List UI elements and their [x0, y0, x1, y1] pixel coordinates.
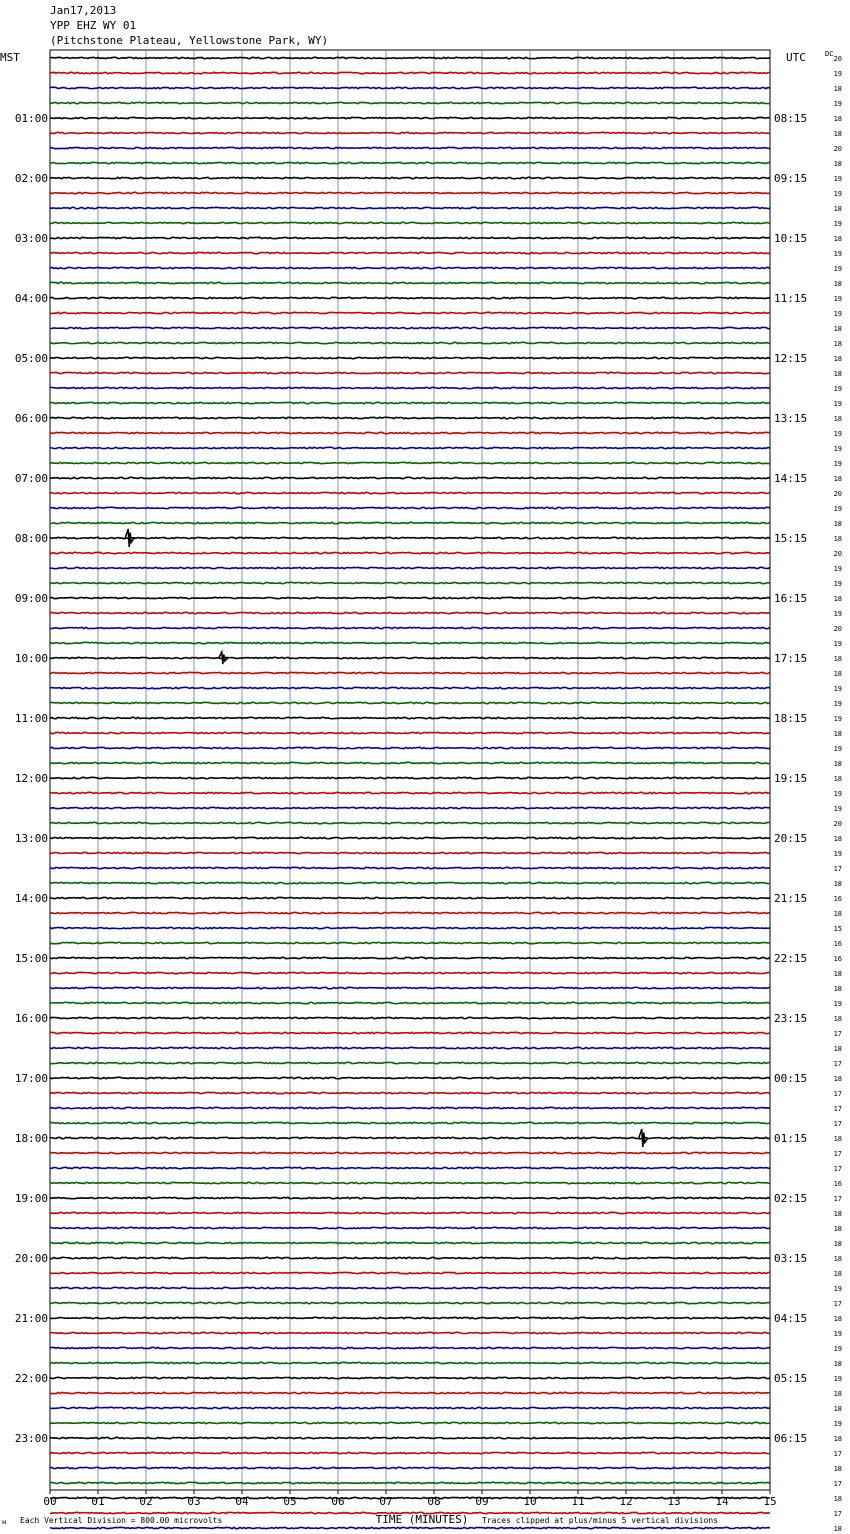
- dc-offset-label: 17: [833, 1030, 842, 1038]
- trace-row: [50, 837, 770, 838]
- trace-row: [50, 732, 770, 733]
- dc-offset-label: 18: [833, 1465, 842, 1473]
- x-tick-label: 02: [139, 1495, 153, 1508]
- trace-row: [50, 147, 770, 148]
- dc-offset-label: 18: [833, 1135, 842, 1143]
- trace-row: [50, 477, 770, 478]
- utc-hour-label: 06:15: [774, 1432, 808, 1445]
- mst-hour-label: 08:00: [14, 532, 48, 545]
- dc-offset-label: 18: [833, 340, 842, 348]
- dc-offset-label: 17: [833, 1165, 842, 1173]
- station-location: (Pitchstone Plateau, Yellowstone Park, WY): [50, 34, 329, 47]
- trace-row: [50, 222, 770, 223]
- dc-offset-label: 18: [833, 205, 842, 213]
- dc-offset-label: 19: [833, 1375, 842, 1383]
- trace-row: [50, 927, 770, 928]
- utc-hour-label: 08:15: [774, 112, 808, 125]
- trace-row: [50, 1377, 770, 1378]
- dc-offset-label: 19: [833, 385, 842, 393]
- dc-offset-label: 17: [833, 865, 842, 873]
- trace-row: [50, 72, 770, 73]
- dc-offset-label: 19: [833, 790, 842, 798]
- dc-offset-label: 20: [833, 820, 842, 828]
- dc-offset-label: 20: [833, 145, 842, 153]
- dc-offset-label: 18: [833, 880, 842, 888]
- dc-offset-label: 17: [833, 1060, 842, 1068]
- trace-row: [50, 267, 770, 268]
- dc-offset-label: 18: [833, 115, 842, 123]
- trace-row: [50, 1242, 770, 1243]
- trace-row: [50, 252, 770, 253]
- dc-offset-label: 18: [833, 655, 842, 663]
- dc-offset-label: 18: [833, 730, 842, 738]
- dc-offset-label: 20: [833, 625, 842, 633]
- trace-row: [50, 567, 770, 568]
- utc-hour-label: 17:15: [774, 652, 808, 665]
- dc-offset-label: 18: [833, 1015, 842, 1023]
- mst-hour-label: 01:00: [14, 112, 48, 125]
- trace-row: [50, 387, 770, 388]
- dc-offset-label: 19: [833, 100, 842, 108]
- utc-hour-label: 14:15: [774, 472, 808, 485]
- trace-row: [50, 1152, 770, 1153]
- trace-row: [50, 297, 770, 298]
- mst-hour-label: 12:00: [14, 772, 48, 785]
- trace-row: [50, 552, 770, 553]
- trace-row: [50, 1392, 770, 1393]
- dc-offset-label: 17: [833, 1195, 842, 1203]
- mst-hour-label: 03:00: [14, 232, 48, 245]
- dc-offset-label: 15: [833, 925, 842, 933]
- dc-offset-label: 17: [833, 1150, 842, 1158]
- dc-offset-label: 18: [833, 775, 842, 783]
- dc-offset-label: 18: [833, 1315, 842, 1323]
- dc-offset-label: 18: [833, 670, 842, 678]
- dc-offset-label: 19: [833, 685, 842, 693]
- x-tick-label: 15: [763, 1495, 777, 1508]
- trace-row: [50, 1272, 770, 1273]
- x-tick-label: 11: [571, 1495, 585, 1508]
- trace-row: [50, 867, 770, 868]
- dc-offset-label: 19: [833, 1330, 842, 1338]
- trace-row: [50, 1452, 770, 1453]
- trace-row: [50, 87, 770, 88]
- dc-offset-label: 16: [833, 1180, 842, 1188]
- dc-offset-label: 19: [833, 70, 842, 78]
- mst-hour-label: 19:00: [14, 1192, 48, 1205]
- utc-hour-label: 16:15: [774, 592, 808, 605]
- trace-row: [50, 1437, 770, 1438]
- dc-offset-label: 18: [833, 1225, 842, 1233]
- dc-offset-label: 18: [833, 595, 842, 603]
- dc-offset-label: 19: [833, 310, 842, 318]
- utc-hour-label: 09:15: [774, 172, 808, 185]
- trace-row: [50, 1482, 770, 1483]
- trace-row: [50, 1257, 770, 1258]
- trace-row: [50, 972, 770, 973]
- mst-hour-label: 15:00: [14, 952, 48, 965]
- mst-hour-label: 17:00: [14, 1072, 48, 1085]
- trace-row: [50, 777, 770, 778]
- trace-row: [50, 897, 770, 898]
- mst-hour-label: 11:00: [14, 712, 48, 725]
- trace-row: [50, 447, 770, 448]
- trace-row: [50, 642, 770, 643]
- clip-note: Traces clipped at plus/minus 5 vertical divisions: [482, 1516, 719, 1525]
- dc-offset-label: 19: [833, 610, 842, 618]
- dc-offset-label: 18: [833, 535, 842, 543]
- utc-hour-label: 20:15: [774, 832, 808, 845]
- trace-row: [50, 57, 770, 58]
- dc-offset-label: 18: [833, 1405, 842, 1413]
- utc-hour-label: 21:15: [774, 892, 808, 905]
- trace-row: [50, 1122, 770, 1123]
- trace-row: [50, 702, 770, 703]
- trace-row: [50, 1317, 770, 1318]
- x-tick-label: 08: [427, 1495, 441, 1508]
- trace-row: [50, 1032, 770, 1033]
- trace-row: [50, 612, 770, 613]
- trace-row: [50, 402, 770, 403]
- dc-offset-label: 18: [833, 355, 842, 363]
- dc-offset-label: 19: [833, 805, 842, 813]
- dc-offset-label: 19: [833, 220, 842, 228]
- dc-offset-label: 18: [833, 1255, 842, 1263]
- dc-offset-label: 16: [833, 895, 842, 903]
- trace-row: [50, 192, 770, 193]
- mst-hour-label: 13:00: [14, 832, 48, 845]
- utc-hour-label: 22:15: [774, 952, 808, 965]
- x-tick-label: 13: [667, 1495, 681, 1508]
- trace-row: [50, 852, 770, 853]
- dc-offset-label: 17: [833, 1450, 842, 1458]
- trace-row: [50, 417, 770, 418]
- dc-offset-label: 18: [833, 1075, 842, 1083]
- dc-offset-label: 18: [833, 280, 842, 288]
- dc-offset-label: 19: [833, 190, 842, 198]
- trace-row: [50, 432, 770, 433]
- dc-offset-label: 19: [833, 1345, 842, 1353]
- trace-row: [50, 1422, 770, 1423]
- dc-offset-label: 19: [833, 715, 842, 723]
- trace-row: [50, 582, 770, 583]
- trace-row: [50, 807, 770, 808]
- dc-offset-label: 19: [833, 265, 842, 273]
- x-tick-label: 03: [187, 1495, 201, 1508]
- dc-offset-label: 18: [833, 1495, 842, 1503]
- dc-offset-label: 19: [833, 565, 842, 573]
- trace-row: [50, 1332, 770, 1333]
- utc-hour-label: 02:15: [774, 1192, 808, 1205]
- trace-row: [50, 1227, 770, 1228]
- mst-hour-label: 05:00: [14, 352, 48, 365]
- x-tick-label: 09: [475, 1495, 489, 1508]
- mst-hour-label: 02:00: [14, 172, 48, 185]
- dc-offset-label: 17: [833, 1300, 842, 1308]
- dc-offset-label: 19: [833, 430, 842, 438]
- trace-row: [50, 1467, 770, 1468]
- trace-row: [50, 1047, 770, 1048]
- trace-row: [50, 717, 770, 718]
- trace-row: [50, 207, 770, 208]
- trace-row: [50, 102, 770, 103]
- trace-row: [50, 1137, 770, 1138]
- x-tick-label: 10: [523, 1495, 537, 1508]
- mst-hour-label: 07:00: [14, 472, 48, 485]
- utc-hour-label: 10:15: [774, 232, 808, 245]
- dc-offset-label: 18: [833, 970, 842, 978]
- dc-offset-label: 18: [833, 1210, 842, 1218]
- trace-row: [50, 1287, 770, 1288]
- trace-row: [50, 117, 770, 118]
- dc-offset-label: 17: [833, 1105, 842, 1113]
- dc-offset-label: 18: [833, 130, 842, 138]
- trace-row: [50, 492, 770, 493]
- dc-offset-label: 16: [833, 940, 842, 948]
- trace-row: [50, 1017, 770, 1018]
- dc-offset-label: 18: [833, 1435, 842, 1443]
- dc-offset-label: 19: [833, 640, 842, 648]
- trace-row: [50, 597, 770, 598]
- x-tick-label: 01: [91, 1495, 105, 1508]
- utc-hour-label: 00:15: [774, 1072, 808, 1085]
- dc-offset-label: 17: [833, 1510, 842, 1518]
- dc-offset-label: 17: [833, 1480, 842, 1488]
- trace-row: [50, 1497, 770, 1498]
- trace-row: [50, 1527, 770, 1528]
- plot-frame: [50, 50, 770, 1490]
- mst-axis-label: MST: [0, 51, 20, 64]
- trace-row: [50, 912, 770, 913]
- mst-hour-label: 18:00: [14, 1132, 48, 1145]
- dc-offset-label: 18: [833, 760, 842, 768]
- dc-offset-label: 17: [833, 1090, 842, 1098]
- dc-offset-label: 20: [833, 490, 842, 498]
- dc-offset-label: 18: [833, 370, 842, 378]
- utc-hour-label: 23:15: [774, 1012, 808, 1025]
- dc-offset-label: 19: [833, 1000, 842, 1008]
- x-tick-label: 05: [283, 1495, 297, 1508]
- dc-offset-label: 19: [833, 250, 842, 258]
- dc-offset-label: 18: [833, 235, 842, 243]
- dc-offset-label: 18: [833, 1270, 842, 1278]
- dc-offset-label: 19: [833, 745, 842, 753]
- dc-offset-label: 18: [833, 1360, 842, 1368]
- dc-offset-label: 18: [833, 985, 842, 993]
- dc-offset-label: 19: [833, 1420, 842, 1428]
- x-tick-label: 07: [379, 1495, 393, 1508]
- record-date: Jan17,2013: [50, 4, 117, 17]
- utc-hour-label: 19:15: [774, 772, 808, 785]
- dc-offset-label: 18: [833, 160, 842, 168]
- trace-row: [50, 1212, 770, 1213]
- trace-row: [50, 687, 770, 688]
- dc-header-label: DC: [825, 50, 834, 58]
- dc-offset-label: 18: [833, 1525, 842, 1533]
- trace-row: [50, 822, 770, 823]
- dc-offset-label: 16: [833, 955, 842, 963]
- trace-row: [50, 672, 770, 673]
- mst-hour-label: 06:00: [14, 412, 48, 425]
- trace-row: [50, 1062, 770, 1063]
- trace-row: [50, 342, 770, 343]
- x-tick-label: 14: [715, 1495, 729, 1508]
- trace-row: [50, 657, 770, 658]
- mst-hour-label: 21:00: [14, 1312, 48, 1325]
- utc-hour-label: 11:15: [774, 292, 808, 305]
- x-tick-label: 06: [331, 1495, 345, 1508]
- trace-row: [50, 792, 770, 793]
- trace-row: [50, 762, 770, 763]
- x-tick-label: 04: [235, 1495, 249, 1508]
- dc-offset-label: 18: [833, 910, 842, 918]
- mst-hour-label: 10:00: [14, 652, 48, 665]
- trace-row: [50, 882, 770, 883]
- mst-hour-label: 22:00: [14, 1372, 48, 1385]
- trace-row: [50, 537, 770, 538]
- trace-row: [50, 177, 770, 178]
- station-id: YPP EHZ WY 01: [50, 19, 137, 32]
- mst-hour-label: 20:00: [14, 1252, 48, 1265]
- trace-row: [50, 237, 770, 238]
- utc-axis-label: UTC: [786, 51, 806, 64]
- trace-row: [50, 522, 770, 523]
- dc-offset-label: 19: [833, 850, 842, 858]
- dc-offset-label: 20: [833, 550, 842, 558]
- dc-offset-label: 19: [833, 400, 842, 408]
- trace-row: [50, 1197, 770, 1198]
- utc-hour-label: 18:15: [774, 712, 808, 725]
- trace-row: [50, 507, 770, 508]
- dc-offset-label: 18: [833, 835, 842, 843]
- trace-row: [50, 327, 770, 328]
- scale-note: Each Vertical Division = 800.00 microvolts: [20, 1516, 223, 1525]
- x-axis-title: TIME (MINUTES): [375, 1513, 469, 1526]
- trace-row: [50, 162, 770, 163]
- dc-offset-label: 18: [833, 1240, 842, 1248]
- trace-row: [50, 462, 770, 463]
- dc-offset-label: 19: [833, 580, 842, 588]
- dc-offset-label: 19: [833, 295, 842, 303]
- dc-offset-label: 18: [833, 475, 842, 483]
- dc-offset-label: 18: [833, 85, 842, 93]
- dc-offset-label: 19: [833, 460, 842, 468]
- mst-hour-label: 14:00: [14, 892, 48, 905]
- dc-offset-label: 20: [833, 55, 842, 63]
- mst-hour-label: 04:00: [14, 292, 48, 305]
- dc-offset-label: 19: [833, 700, 842, 708]
- utc-hour-label: 12:15: [774, 352, 808, 365]
- trace-row: [50, 1002, 770, 1003]
- trace-row: [50, 1362, 770, 1363]
- trace-row: [50, 1077, 770, 1078]
- x-tick-label: 00: [43, 1495, 57, 1508]
- trace-row: [50, 1302, 770, 1303]
- trace-row: [50, 1107, 770, 1108]
- trace-row: [50, 1407, 770, 1408]
- utc-hour-label: 01:15: [774, 1132, 808, 1145]
- trace-row: [50, 957, 770, 958]
- trace-row: [50, 372, 770, 373]
- utc-hour-label: 13:15: [774, 412, 808, 425]
- trace-row: [50, 747, 770, 748]
- trace-row: [50, 132, 770, 133]
- utc-hour-label: 15:15: [774, 532, 808, 545]
- trace-row: [50, 1182, 770, 1183]
- dc-offset-label: 18: [833, 520, 842, 528]
- mst-hour-label: 09:00: [14, 592, 48, 605]
- trace-row: [50, 1347, 770, 1348]
- dc-offset-label: 18: [833, 415, 842, 423]
- dc-offset-label: 18: [833, 1390, 842, 1398]
- trace-row: [50, 942, 770, 943]
- utc-hour-label: 04:15: [774, 1312, 808, 1325]
- mst-hour-label: 16:00: [14, 1012, 48, 1025]
- dc-offset-label: 19: [833, 1285, 842, 1293]
- trace-row: [50, 282, 770, 283]
- trace-row: [50, 312, 770, 313]
- dc-offset-label: 19: [833, 505, 842, 513]
- trace-row: [50, 987, 770, 988]
- utc-hour-label: 03:15: [774, 1252, 808, 1265]
- dc-offset-label: 19: [833, 445, 842, 453]
- dc-offset-label: 18: [833, 1045, 842, 1053]
- dc-offset-label: 17: [833, 1120, 842, 1128]
- dc-offset-label: 18: [833, 325, 842, 333]
- trace-row: [50, 1092, 770, 1093]
- x-tick-label: 12: [619, 1495, 633, 1508]
- trace-row: [50, 1167, 770, 1168]
- trace-row: [50, 627, 770, 628]
- dc-offset-label: 19: [833, 175, 842, 183]
- utc-hour-label: 05:15: [774, 1372, 808, 1385]
- trace-row: [50, 357, 770, 358]
- mst-hour-label: 23:00: [14, 1432, 48, 1445]
- footer-logo: ᴍ: [2, 1518, 7, 1526]
